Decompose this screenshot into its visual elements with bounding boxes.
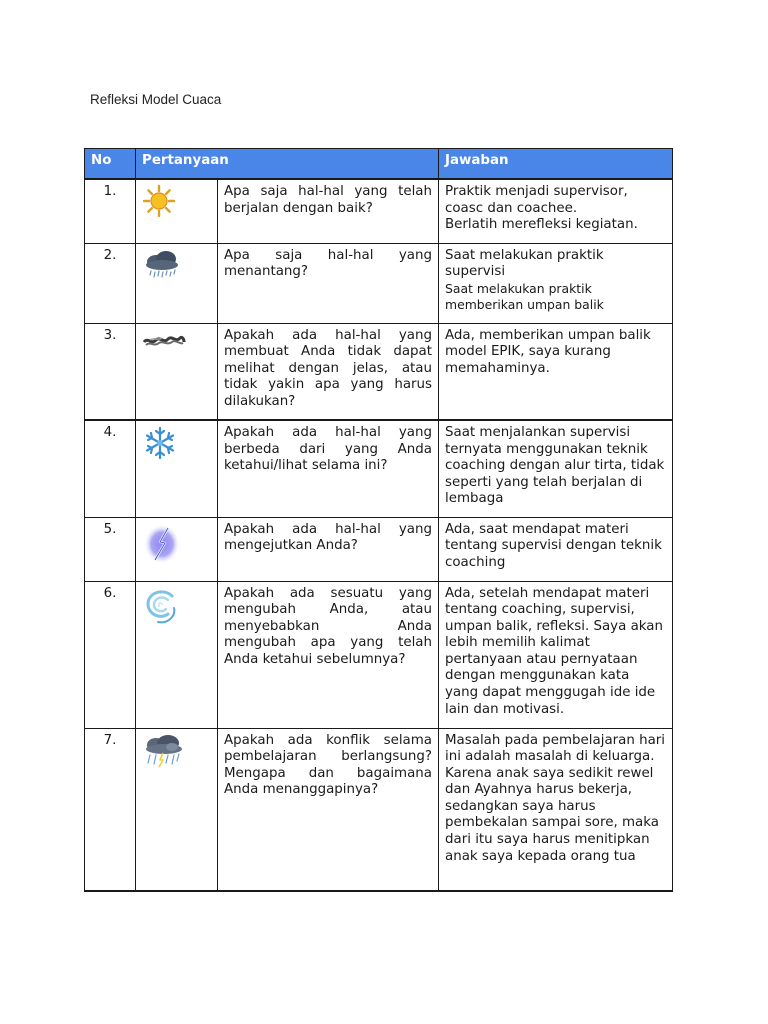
table-row <box>85 728 673 891</box>
answer-text: Saat menjalankan supervisi ternyata menggunakan teknik coaching dengan alur tirta, tidak seperti yang telah berjalan di lembaga <box>439 420 673 517</box>
question-text: Apakah ada konflik selama pembelajaran berlangsung? Mengapa dan bagaimana Anda menanggapinya? <box>218 728 439 891</box>
table-row <box>85 179 673 243</box>
answer-text: Ada, saat mendapat materi tentang supervisi dengan teknik coaching <box>439 517 673 581</box>
answer-text: Ada, setelah mendapat materi tentang coaching, supervisi, umpan balik, refleksi. Saya akan lebih memilih kalimat pertanyaan atau pernyataan dengan menggunakan kata yang dapat menggugah ide ide lain dan motivasi. <box>439 581 673 728</box>
sun-icon <box>142 184 211 218</box>
table-row <box>85 517 673 581</box>
row-number: 6. <box>85 581 136 728</box>
row-number: 2. <box>85 243 136 323</box>
question-text: Apakah ada hal-hal yang mengejutkan Anda? <box>218 517 439 581</box>
header-question: Pertanyaan <box>136 149 439 180</box>
question-text: Apakah ada hal-hal yang berbeda dari yang Anda ketahui/lihat selama ini? <box>218 420 439 517</box>
table-row <box>85 581 673 728</box>
question-text: Apakah ada hal-hal yang membuat Anda tidak dapat melihat dengan jelas, atau tidak yakin apa yang harus dilakukan? <box>218 323 439 420</box>
lightning-icon <box>142 522 211 566</box>
question-text: Apakah ada sesuatu yang mengubah Anda, atau menyebabkan Anda mengubah apa yang telah Anda ketahui sebelumnya? <box>218 581 439 728</box>
fog-icon <box>142 328 211 354</box>
document-title: Refleksi Model Cuaca <box>90 92 222 107</box>
table-header-row <box>85 149 673 180</box>
answer-text: Ada, memberikan umpan balik model EPIK, saya kurang memahaminya. <box>439 323 673 420</box>
header-answer: Jawaban <box>439 149 673 180</box>
row-number: 7. <box>85 728 136 891</box>
row-number: 5. <box>85 517 136 581</box>
table-row <box>85 323 673 420</box>
header-no: No <box>85 149 136 180</box>
storm-cloud-icon <box>142 733 211 769</box>
table-row <box>85 420 673 517</box>
table-row <box>85 243 673 323</box>
row-number: 4. <box>85 420 136 517</box>
rain-cloud-icon <box>142 248 211 282</box>
answer-text: Praktik menjadi supervisor, coasc dan coachee. Berlatih merefleksi kegiatan. <box>439 179 673 243</box>
snowflake-icon <box>142 425 211 461</box>
row-number: 3. <box>85 323 136 420</box>
row-number: 1. <box>85 179 136 243</box>
reflection-table <box>84 148 673 892</box>
whirlwind-icon <box>142 586 211 626</box>
question-text: Apa saja hal-hal yang telah berjalan dengan baik? <box>218 179 439 243</box>
question-text: Apa saja hal-hal yang menantang? <box>218 243 439 323</box>
answer-text: Saat melakukan praktik supervisi Saat melakukan praktik memberikan umpan balik <box>439 243 673 323</box>
answer-text: Masalah pada pembelajaran hari ini adalah masalah di keluarga. Karena anak saya sedikit rewel dan Ayahnya harus bekerja, sedangkan saya harus pembekalan sampai sore, maka dari itu saya harus menitipkan anak saya kepada orang tua <box>439 728 673 891</box>
